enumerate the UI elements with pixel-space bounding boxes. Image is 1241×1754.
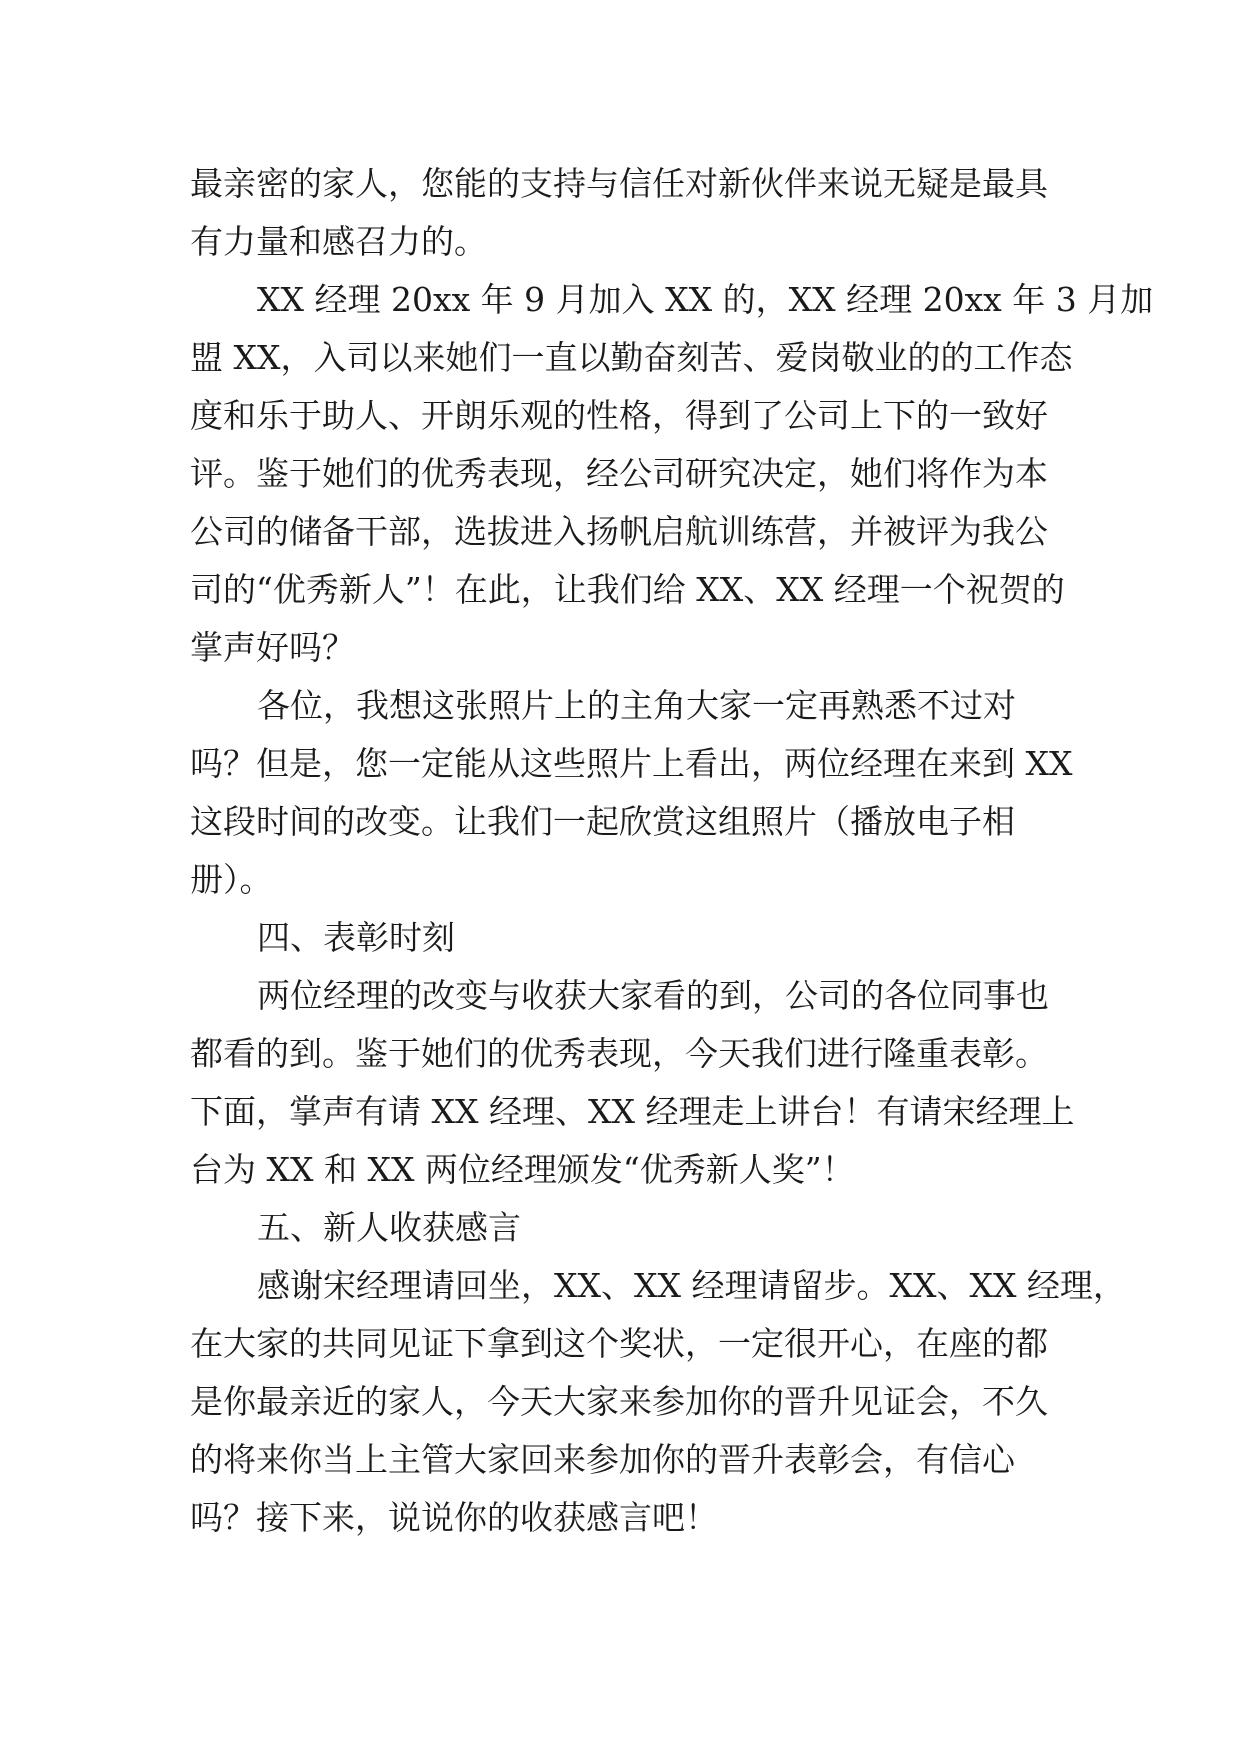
text-line: 盟 XX，入司以来她们一直以勤奋刻苦、爱岗敬业的的工作态 [190, 338, 1073, 377]
text-line: 下面，掌声有请 XX 经理、XX 经理走上讲台！有请宋经理上 [190, 1092, 1075, 1131]
paragraph-line: 各位，我想这张照片上的主角大家一定再熟悉不过对 [257, 686, 1016, 725]
section-heading: 四、表彰时刻 [257, 918, 455, 957]
section-heading: 五、新人收获感言 [257, 1208, 521, 1247]
text-line: 都看的到。鉴于她们的优秀表现，今天我们进行隆重表彰。 [190, 1034, 1048, 1073]
paragraph-line: XX 经理 20xx 年 9 月加入 XX 的，XX 经理 20xx 年 3 月加 [257, 280, 1154, 319]
paragraph-line: 感谢宋经理请回坐，XX、XX 经理请留步。XX、XX 经理， [257, 1266, 1126, 1305]
text-line: 掌声好吗？ [190, 628, 355, 667]
text-line: 在大家的共同见证下拿到这个奖状，一定很开心，在座的都 [190, 1324, 1048, 1363]
text-line: 最亲密的家人，您能的支持与信任对新伙伴来说无疑是最具 [190, 164, 1048, 203]
text-line: 司的“优秀新人”！在此，让我们给 XX、XX 经理一个祝贺的 [190, 570, 1065, 609]
text-line: 评。鉴于她们的优秀表现，经公司研究决定，她们将作为本 [190, 454, 1048, 493]
text-line: 台为 XX 和 XX 两位经理颁发“优秀新人奖”！ [190, 1150, 855, 1189]
text-line: 的将来你当上主管大家回来参加你的晋升表彰会，有信心 [190, 1440, 1015, 1479]
text-line: 吗？但是，您一定能从这些照片上看出，两位经理在来到 XX [190, 744, 1073, 783]
text-line: 公司的储备干部，选拔进入扬帆启航训练营，并被评为我公 [190, 512, 1048, 551]
paragraph-line: 两位经理的改变与收获大家看的到，公司的各位同事也 [257, 976, 1049, 1015]
text-line: 册）。 [190, 860, 273, 899]
text-line: 吗？接下来，说说你的收获感言吧！ [190, 1498, 718, 1537]
text-line: 这段时间的改变。让我们一起欣赏这组照片（播放电子相 [190, 802, 1015, 841]
text-line: 是你最亲近的家人，今天大家来参加你的晋升见证会，不久 [190, 1382, 1048, 1421]
text-line: 有力量和感召力的。 [190, 222, 487, 261]
text-line: 度和乐于助人、开朗乐观的性格，得到了公司上下的一致好 [190, 396, 1048, 435]
